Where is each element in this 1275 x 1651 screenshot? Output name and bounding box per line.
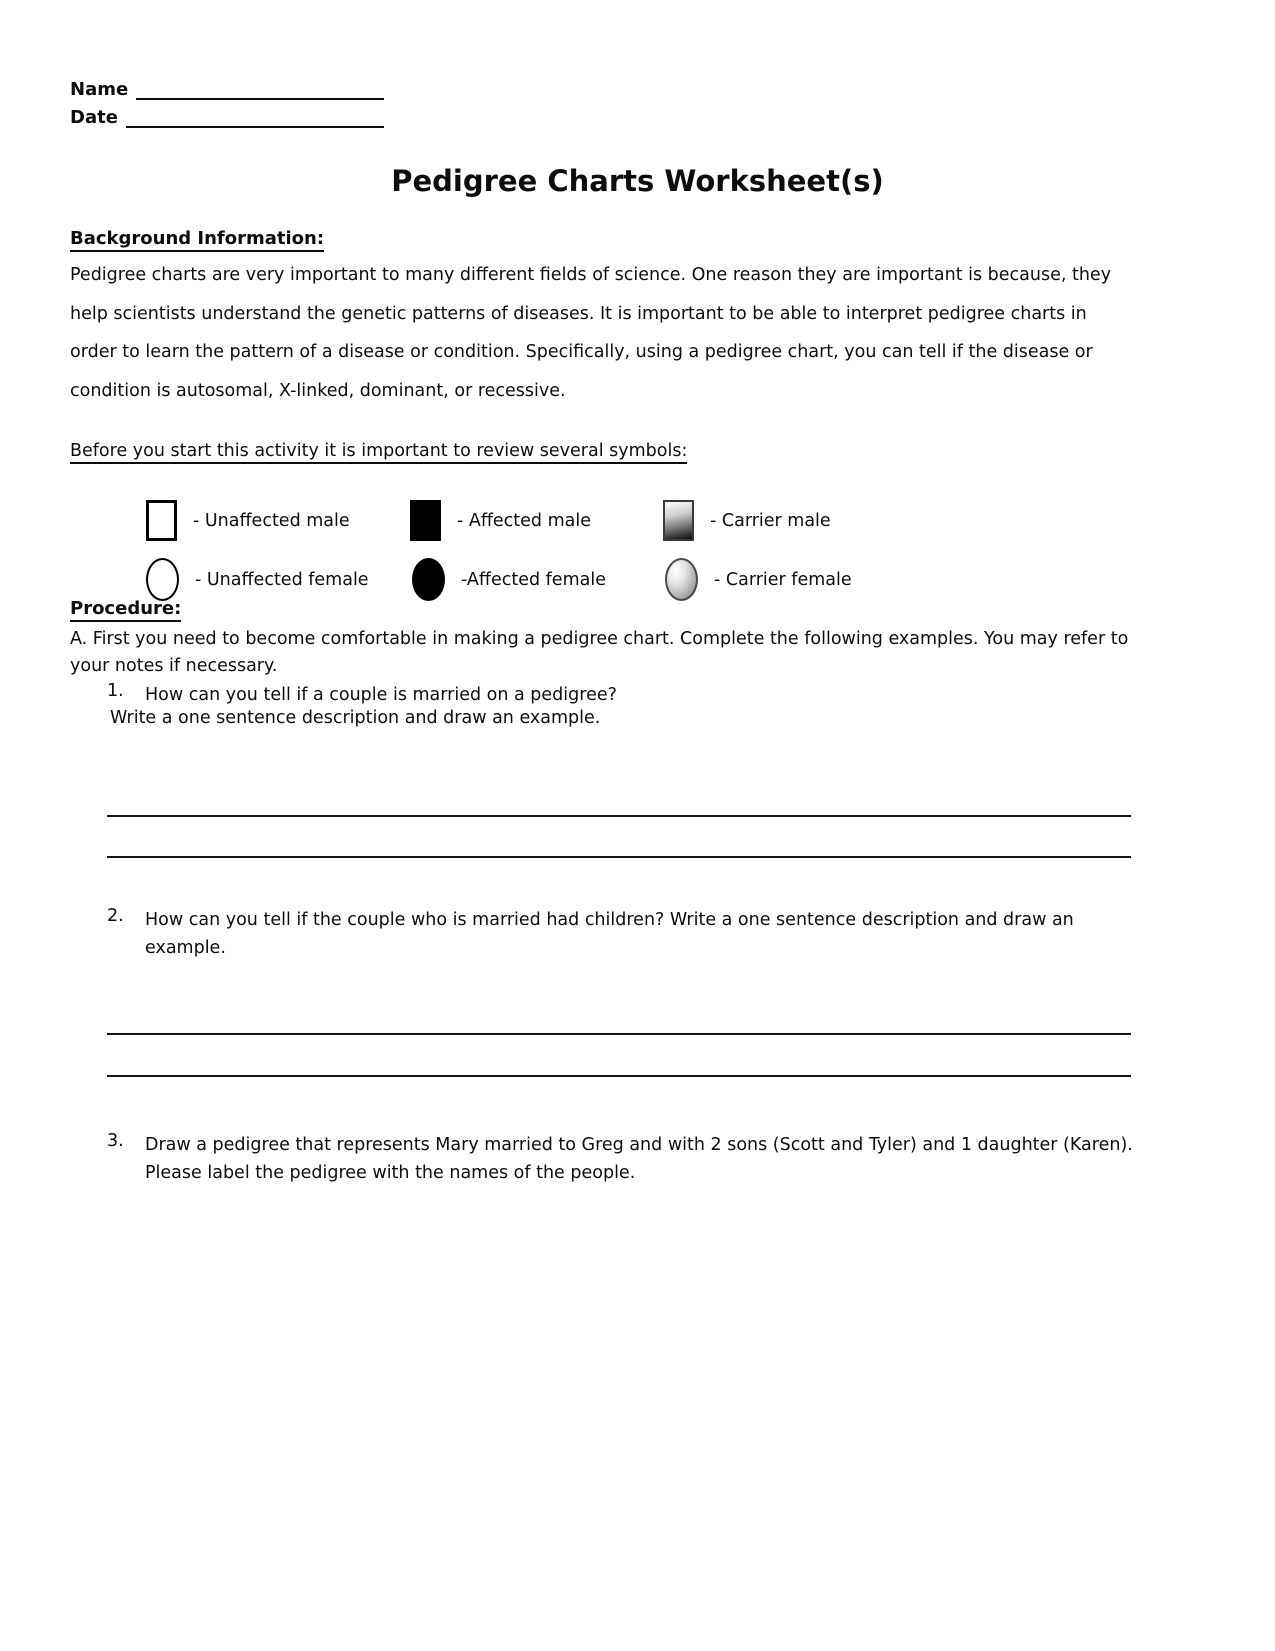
- answer-line: [107, 815, 1131, 817]
- background-line-1: Pedigree charts are very important to many different fields of science. One reason they are important is because, they: [70, 265, 1112, 285]
- carrier-male-square-icon: [663, 500, 694, 541]
- question-1: [107, 681, 617, 709]
- procedure-intro-line-2: your notes if necessary.: [70, 656, 278, 676]
- symbols-intro: [70, 441, 687, 464]
- legend-item-unaffected-male: [146, 500, 350, 541]
- question-1-number: 1.: [107, 681, 124, 701]
- unaffected-male-label: - Unaffected male: [193, 510, 350, 531]
- date-blank-line: [126, 124, 384, 128]
- background-heading-text: Background Information:: [70, 228, 324, 252]
- background-heading: [70, 228, 324, 252]
- question-2-number: 2.: [107, 906, 124, 926]
- procedure-intro: [70, 626, 1210, 680]
- question-1-subtext: Write a one sentence description and draw an example.: [110, 708, 601, 728]
- page-title: Pedigree Charts Worksheet(s): [391, 164, 884, 198]
- question-2-text-line-2: example.: [145, 938, 226, 958]
- name-blank-line: [136, 96, 384, 100]
- question-3-text-line-1: Draw a pedigree that represents Mary married to Greg and with 2 sons (Scott and Tyler) and 1 daughter (Karen).: [145, 1135, 1133, 1155]
- name-row: [70, 72, 384, 100]
- affected-female-circle-icon: [412, 558, 445, 601]
- unaffected-female-label: - Unaffected female: [195, 569, 369, 590]
- name-date-block: [70, 72, 384, 128]
- carrier-male-label: - Carrier male: [710, 510, 831, 531]
- unaffected-male-square-icon: [146, 500, 177, 541]
- answer-line: [107, 1075, 1131, 1077]
- date-label: Date: [70, 107, 118, 128]
- background-line-3: order to learn the pattern of a disease or condition. Specifically, using a pedigree chart, you can tell if the disease or: [70, 342, 1093, 362]
- legend-item-carrier-female: [665, 558, 852, 601]
- procedure-heading-text: Procedure:: [70, 598, 181, 622]
- background-line-2: help scientists understand the genetic patterns of diseases. It is important to be able to interpret pedigree charts in: [70, 303, 1087, 324]
- question-2: [107, 906, 1074, 962]
- question-3: [107, 1131, 1133, 1187]
- unaffected-female-circle-icon: [146, 558, 179, 601]
- name-label: Name: [70, 79, 129, 100]
- carrier-female-label: - Carrier female: [714, 569, 852, 590]
- procedure-intro-line-1: A. First you need to become comfortable in making a pedigree chart. Complete the following examples. You may refer to: [70, 629, 1129, 649]
- background-paragraph: [70, 256, 1210, 410]
- background-line-4: condition is autosomal, X-linked, dominant, or recessive.: [70, 380, 566, 401]
- legend-item-unaffected-female: [146, 558, 369, 601]
- legend-item-affected-female: [412, 558, 606, 601]
- legend-item-carrier-male: [663, 500, 831, 541]
- affected-female-label: -Affected female: [461, 569, 606, 590]
- affected-male-label: - Affected male: [457, 510, 591, 531]
- answer-line: [107, 856, 1131, 858]
- question-3-number: 3.: [107, 1131, 124, 1151]
- carrier-female-circle-icon: [665, 558, 698, 601]
- question-3-text-line-2: Please label the pedigree with the names of the people.: [145, 1163, 636, 1183]
- procedure-heading: [70, 598, 181, 622]
- question-1-text: How can you tell if a couple is married on a pedigree?: [145, 685, 617, 705]
- date-row: [70, 100, 384, 128]
- legend-item-affected-male: [410, 500, 591, 541]
- symbols-intro-text: Before you start this activity it is important to review several symbols:: [70, 441, 687, 464]
- answer-line: [107, 1033, 1131, 1035]
- question-2-text-line-1: How can you tell if the couple who is married had children? Write a one sentence description and draw an: [145, 910, 1074, 930]
- affected-male-square-icon: [410, 500, 441, 541]
